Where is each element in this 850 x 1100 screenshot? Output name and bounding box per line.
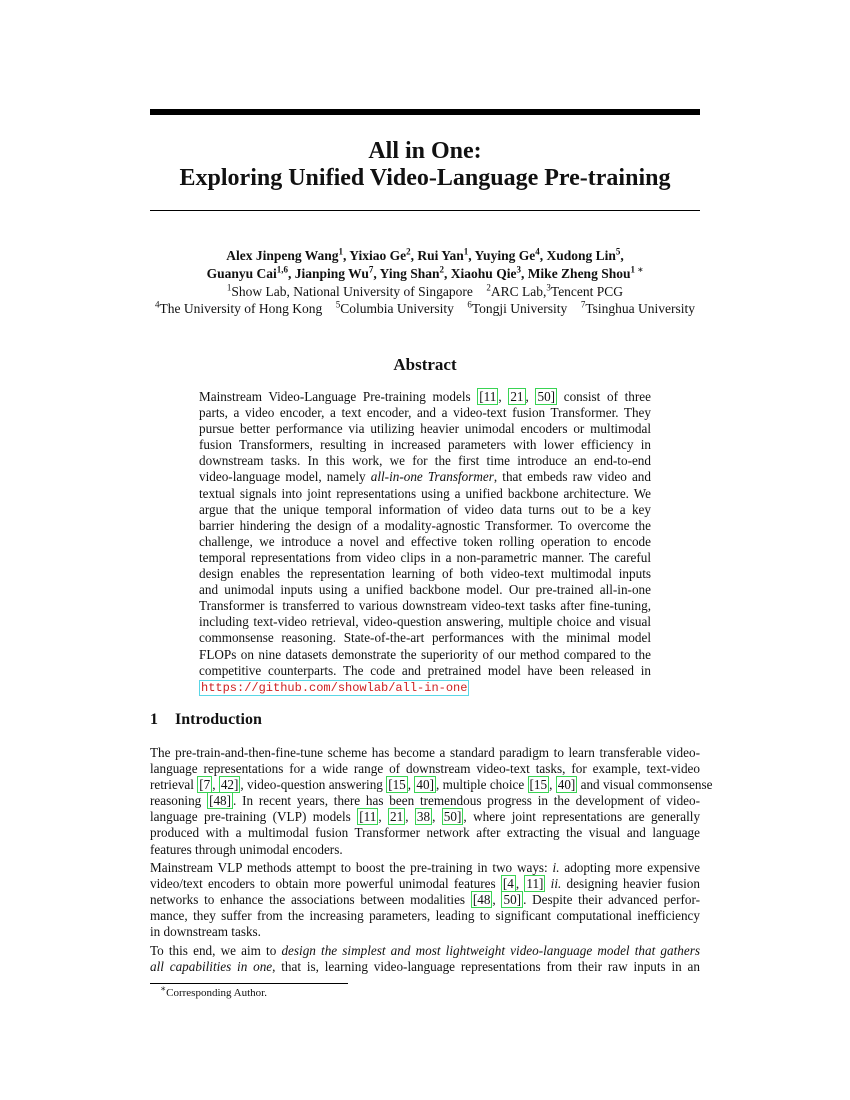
author: Ying Shan$^2$, (379, 264, 451, 281)
citation-link[interactable]: 11] (526, 876, 544, 892)
author: Yuying Ge$^4$, (474, 246, 547, 263)
affiliation: $^6$Tongji University (467, 299, 568, 316)
abstract-line: video-language model, namely all-in-one Transformer, that embeds raw video and (199, 469, 651, 485)
footnote-mark: ∗ (160, 983, 167, 994)
citation-link[interactable]: 40] (557, 777, 576, 793)
title-bottom-rule (150, 210, 700, 211)
author-list-line-2 (120, 265, 730, 283)
affiliation: $^2$ARC Lab, (486, 282, 547, 299)
citation-link[interactable]: [11 (359, 809, 377, 825)
citation-link[interactable]: [48 (472, 892, 491, 908)
intro-paragraph-2 (150, 860, 700, 940)
author-list-line-1 (120, 247, 730, 265)
abstract-line: downstream tasks. In this work, we for the first time introduce an end-to-end (199, 453, 651, 469)
intro-paragraph-1 (150, 745, 713, 858)
author: Guanyu Cai$^{1,6}$, (206, 264, 295, 281)
abstract-line: temporal representations from video clips in a non-parametric manner. The careful (199, 549, 651, 565)
footnote-rule (150, 983, 348, 984)
affiliation: $^1$Show Lab, National University of Singapore (226, 282, 473, 299)
paper-title-line-2: Exploring Unified Video-Language Pre-training (179, 165, 671, 191)
author: Mike Zheng Shou$^{1 ∗}$ (527, 264, 644, 281)
author: Xiaohu Qie$^3$, (450, 264, 528, 281)
abstract-heading: Abstract (393, 355, 457, 374)
affiliation-line-1 (100, 283, 750, 301)
paragraph-line: produced with a multimodal fusion Transformer network after extracting the visual and language (150, 825, 700, 841)
abstract-line: parts, a video encoder, a text encoder, and a video-text fusion Transformer. They (199, 405, 651, 421)
paragraph-line: features through unimodal encoders. (150, 841, 343, 857)
abstract-line: Mainstream Video-Language Pre-training models [11 , 21 , 50] consist of three (199, 389, 651, 404)
paragraph-line: mance, they suffer from the increasing parameters, leading to significant computational inefficiency (150, 908, 700, 924)
abstract-body (199, 389, 651, 696)
abstract-line: barrier hindering the design of a modality-agnostic Transformer. To overcome the (199, 517, 651, 533)
section-heading-introduction (150, 709, 262, 731)
paragraph-line: language representations for a wide range of downstream video-text tasks, for example, text-video (150, 761, 700, 777)
author: Alex Jinpeng Wang$^1$, (226, 246, 350, 263)
paragraph-line: Mainstream VLP methods attempt to boost the pre-training in two ways: i. adopting more expensive (150, 860, 700, 875)
citation-link[interactable]: 42] (220, 777, 239, 793)
abstract-line: textual signals into joint representations using a unified backbone architecture. We (199, 485, 651, 501)
abstract-line: argue that the unique temporal information of video data turns out to be a key (199, 501, 651, 517)
citation-link[interactable]: [7 (199, 777, 211, 793)
paragraph-line: video/text encoders to obtain more powerful unimodal features [4 , 11] ii. designing heavier fusion (150, 876, 700, 892)
intro-paragraph-3 (150, 943, 700, 975)
abstract-line: Transformer is transferred to various downstream video-text tasks after fine-tuning, (199, 598, 651, 614)
abstract-line: competitive counterparts. The code and pretrained model have been released in (199, 662, 651, 678)
affiliation: $^7$Tsinghua University (580, 299, 695, 316)
section-title: Introduction (175, 711, 262, 728)
author: Xudong Lin$^5$, (546, 246, 624, 263)
citation-link[interactable]: [11 (479, 389, 497, 404)
title-top-rule (150, 109, 700, 115)
citation-link[interactable]: 21 (510, 389, 524, 404)
footnote (160, 983, 267, 1000)
affiliation-line-2 (100, 300, 750, 318)
citation-link[interactable]: [4 (502, 876, 514, 892)
affiliation: $^4$The University of Hong Kong (155, 299, 323, 316)
paragraph-line: The pre-train-and-then-fine-tune scheme has become a standard paradigm to learn transferable video- (150, 745, 700, 760)
author: Yixiao Ge$^2$, (349, 246, 418, 263)
affiliation: $^5$Columbia University (335, 299, 454, 316)
paper-title-line-1: All in One: (368, 138, 482, 164)
abstract-line: challenge, we introduce a novel and effective token rolling operation to encode (199, 533, 651, 549)
citation-link[interactable]: 40] (416, 777, 434, 793)
paragraph-line: all capabilities in one, that is, learning video-language representations from their raw inputs in an (150, 959, 700, 975)
citation-link[interactable]: [15 (529, 777, 548, 793)
affiliation: $^3$Tencent PCG (546, 282, 624, 299)
citation-link[interactable]: 50] (443, 809, 462, 825)
section-number: 1 (150, 711, 158, 728)
citation-link[interactable]: 50] (537, 389, 556, 404)
code-url-link[interactable]: https://github.com/showlab/all-in-one (201, 680, 468, 695)
paragraph-line: retrieval [7 , 42] , video-question answering [15 , 40] , multiple choice [15 , 40] and visual commonsense (150, 777, 713, 793)
paragraph-line: in downstream tasks. (150, 924, 261, 940)
abstract-line: design enables the representation learning of both video-text multimodal inputs (199, 566, 651, 582)
abstract-line: fusion Transformers, resulting in increased parameters with lower efficiency in (199, 437, 651, 453)
abstract-line: FLOPs on nine datasets demonstrate the superiority of our method compared to the (199, 646, 651, 662)
paragraph-line: networks to enhance the associations between modalities [48 , 50] . Despite their advanced perfor- (150, 892, 700, 908)
abstract-line: and unimodal inputs using a unified backbone model. Our pre-trained all-in-one (199, 582, 651, 598)
citation-link[interactable]: 50] (503, 892, 522, 908)
citation-link[interactable]: 21 (390, 809, 404, 825)
paragraph-line: reasoning [48] . In recent years, there has been tremendous progress in the development of video- (150, 793, 700, 809)
citation-link[interactable]: [15 (388, 777, 406, 793)
abstract-line: pursue better performance via utilizing heavier unimodal encoders or multimodal (199, 421, 651, 437)
citation-link[interactable]: [48] (209, 793, 232, 809)
abstract-line: including text-video retrieval, video-question answering, multiple choice and visual (199, 614, 651, 630)
paragraph-line: language pre-training (VLP) models [11 , 21 , 38 , 50] , where joint representations are generally (150, 809, 701, 825)
abstract-line: commonsense reasoning. State-of-the-art performances with the minimal model (199, 630, 651, 646)
author: Jianping Wu$^7$, (294, 264, 380, 281)
footnote-text: Corresponding Author. (166, 987, 267, 999)
abstract-line (199, 679, 651, 696)
citation-link[interactable]: 38 (416, 809, 431, 825)
paragraph-line: To this end, we aim to design the simplest and most lightweight video-language model that gathers (150, 943, 700, 958)
author: Rui Yan$^1$, (417, 246, 475, 263)
